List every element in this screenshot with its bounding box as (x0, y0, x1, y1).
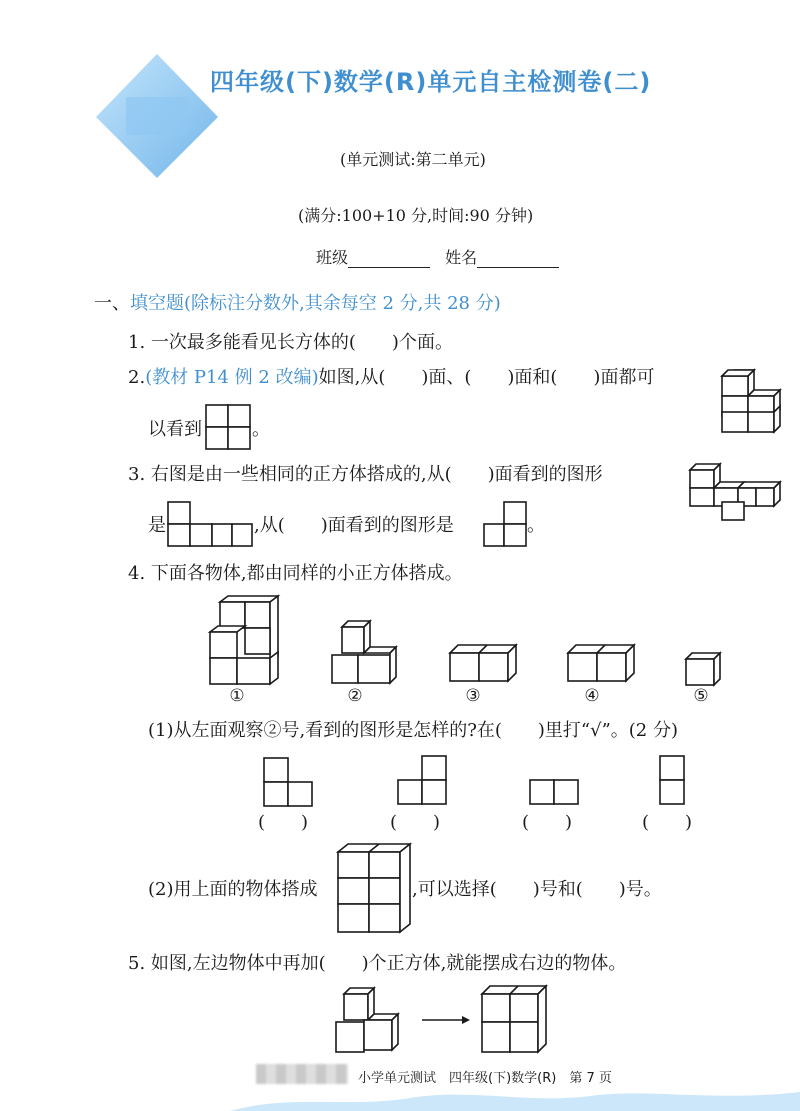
q4-answer-c[interactable]: ( ) (522, 812, 573, 833)
class-field[interactable] (348, 251, 430, 268)
q4-label-1: ① (229, 686, 245, 706)
question-4: 4. 下面各物体,都由同样的小正方体搭成。 (128, 563, 463, 584)
q4-solid-3 (448, 643, 520, 687)
q4-solid-5 (684, 651, 724, 687)
page-footer: 小学单元测试 四年级(下)数学(R) 第 7 页 (358, 1071, 612, 1086)
section-number: 一、 (94, 293, 130, 314)
class-label: 班级 (316, 248, 349, 267)
section-rule: (除标注分数外,其余每空 2 分,共 28 分) (184, 293, 501, 314)
q3-text-c: ,从( )面看到的图形是 (254, 515, 454, 536)
q4-solid-4 (566, 643, 638, 687)
q4-target-solid (336, 842, 412, 938)
unit-line: (单元测试:第二单元) (340, 150, 486, 169)
q3-text-b: 是 (148, 515, 166, 536)
q2-text-b: 以看到 (148, 419, 202, 440)
question-5: 5. 如图,左边物体中再加( )个正方体,就能摆成右边的物体。 (128, 953, 627, 974)
q3-view-figure-b (482, 500, 528, 548)
q2-source: (教材 P14 例 2 改编) (145, 367, 319, 388)
q2-solid-figure (718, 362, 782, 434)
q4-label-5: ⑤ (693, 686, 709, 706)
q4-option-c-figure (528, 778, 580, 806)
class-name-row (316, 245, 569, 268)
q2-view-figure (204, 403, 252, 451)
question-1: 1. 一次最多能看见长方体的( )个面。 (128, 332, 453, 353)
section-heading (94, 292, 501, 316)
q4-sub1: (1)从左面观察②号,看到的图形是怎样的?在( )里打“√”。(2 分) (148, 720, 679, 741)
section-name: 填空题 (130, 293, 184, 314)
question-3-line1: 3. 右图是由一些相同的正方体搭成的,从( )面看到的图形 (128, 464, 603, 485)
q2-text-c: 。 (252, 419, 270, 440)
q4-label-2: ② (347, 686, 363, 706)
q3-solid-figure (688, 462, 784, 524)
question-2-line1 (128, 366, 654, 390)
name-label: 姓名 (445, 248, 478, 267)
score-line: (满分:100+10 分,时间:90 分钟) (298, 206, 534, 225)
footer-wave-decoration (230, 1080, 800, 1111)
q3-view-figure-a (166, 500, 256, 548)
q5-right-solid (478, 984, 548, 1058)
q4-answer-d[interactable]: ( ) (642, 812, 693, 833)
q4-option-b-figure (396, 754, 448, 806)
q4-solid-2 (330, 619, 402, 687)
q5-arrow (420, 1013, 472, 1027)
q4-option-d-figure (658, 754, 686, 806)
page-title: 四年级(下)数学(R)单元自主检测卷(二) (210, 68, 652, 96)
q4-sub2-a: (2)用上面的物体搭成 (148, 879, 318, 900)
q4-label-3: ③ (465, 686, 481, 706)
q4-sub2-b: ,可以选择( )号和( )号。 (412, 879, 662, 900)
logo-diamond (92, 52, 222, 182)
q4-option-a-figure (262, 756, 314, 808)
q5-left-solid (334, 986, 404, 1056)
q2-text-a: 如图,从( )面、( )面和( )面都可 (318, 367, 655, 388)
q4-solid-1 (206, 594, 282, 688)
q4-label-4: ④ (584, 686, 600, 706)
q4-answer-a[interactable]: ( ) (258, 812, 309, 833)
q2-number: 2. (128, 367, 146, 388)
name-field[interactable] (477, 251, 559, 268)
q4-answer-b[interactable]: ( ) (390, 812, 441, 833)
q3-text-d: 。 (527, 515, 545, 536)
